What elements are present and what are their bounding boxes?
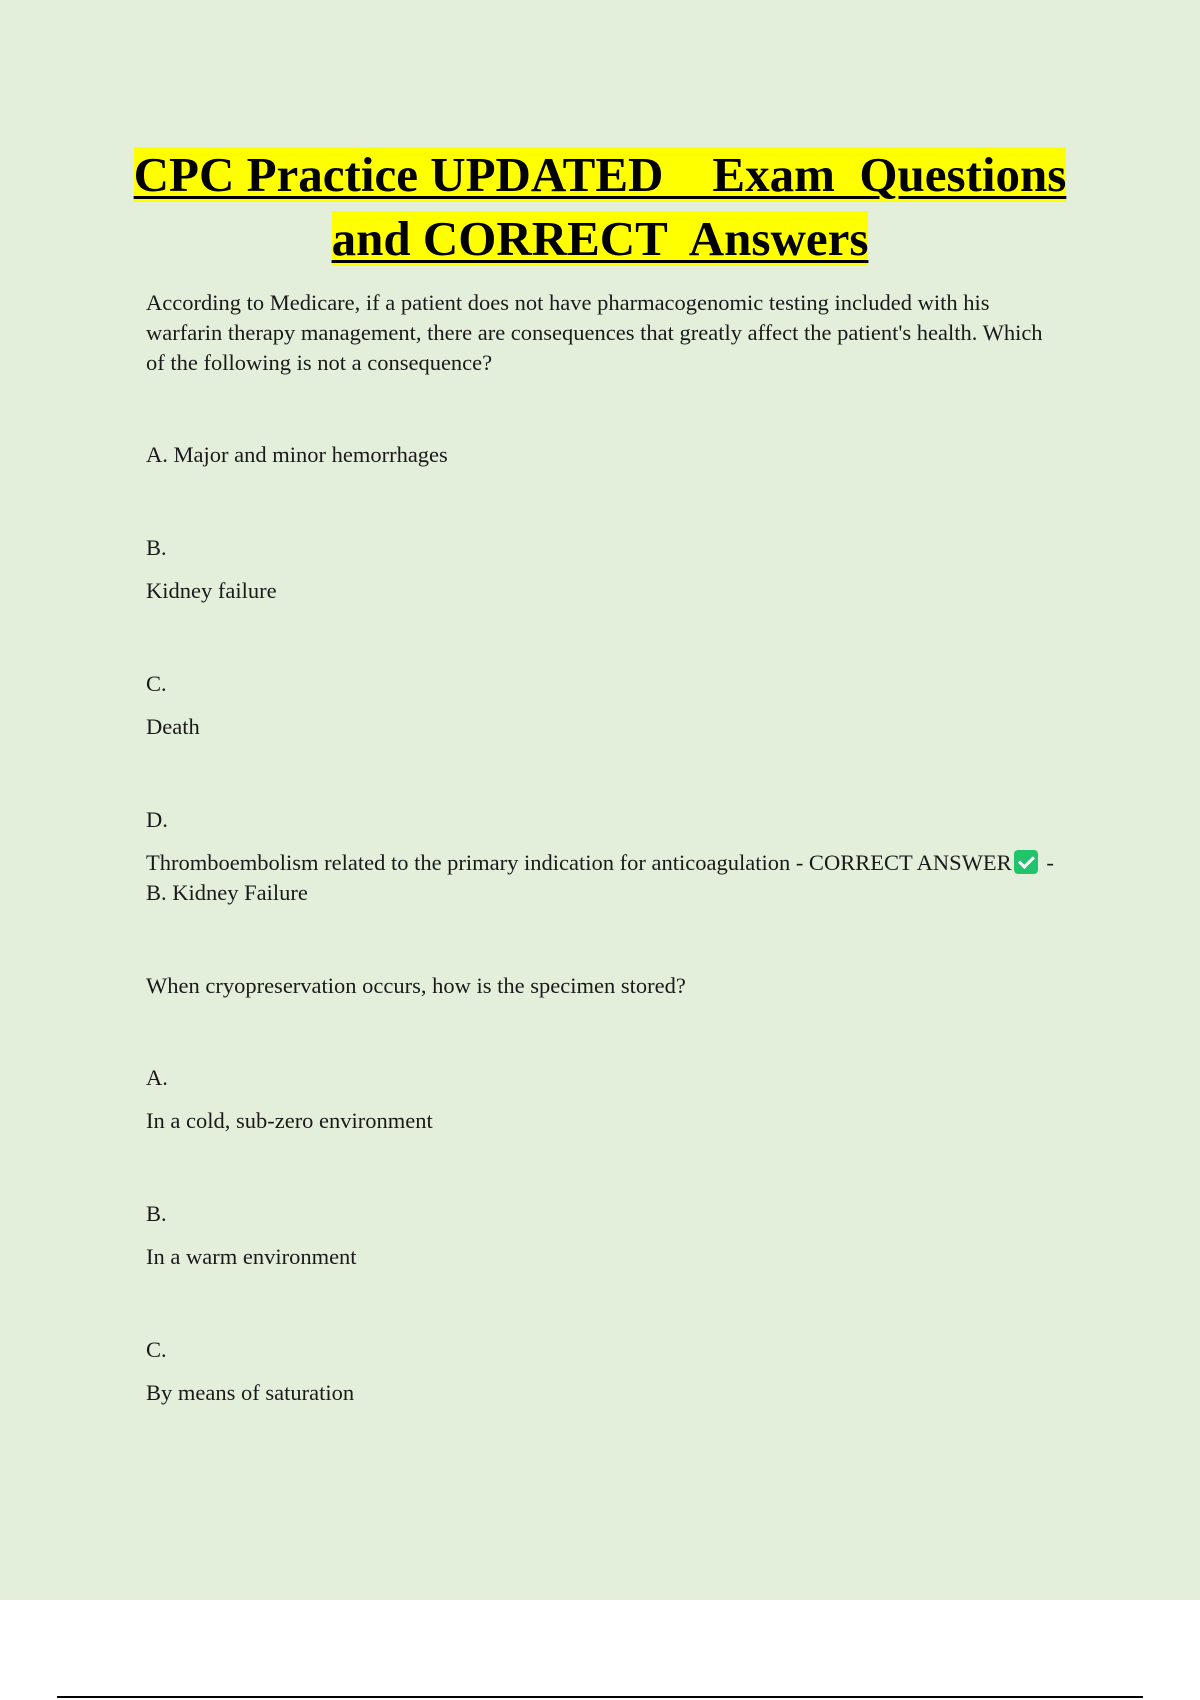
footer-divider: [57, 1696, 1143, 1698]
title-line-1: CPC Practice UPDATED Exam Questions: [133, 147, 1067, 202]
question-2-option-b-letter: B.: [146, 1201, 167, 1226]
question-1-text: According to Medicare, if a patient does not have pharmacogenomic testing included with his warfarin therapy management, there are consequences that greatly affect the patient's health. Which of the following is not a consequence?: [146, 290, 1043, 375]
question-1-option-d-letter: D.: [146, 807, 168, 832]
document-title: [0, 143, 1200, 271]
question-1-option-d-text: Thromboembolism related to the primary indication for anticoagulation - CORRECT ANSWER: [146, 850, 1012, 875]
question-2-text: When cryopreservation occurs, how is the specimen stored?: [146, 973, 686, 998]
question-1-option-c-text: Death: [146, 714, 200, 739]
question-2-option-b-text: In a warm environment: [146, 1244, 357, 1269]
question-2-option-a-letter: A.: [146, 1065, 168, 1090]
question-2-option-c-text: By means of saturation: [146, 1380, 355, 1405]
document-body: [146, 288, 1066, 1471]
question-1-option-d-and-answer: [146, 848, 1066, 908]
question-1-option-b-letter: B.: [146, 535, 167, 560]
question-2-option-a-text: In a cold, sub-zero environment: [146, 1108, 433, 1133]
title-line-2: and CORRECT Answers: [331, 211, 869, 266]
check-box-icon: [1014, 850, 1038, 874]
question-1-option-a: A. Major and minor hemorrhages: [146, 442, 448, 467]
question-2-option-c-letter: C.: [146, 1337, 167, 1362]
question-1-option-b-text: Kidney failure: [146, 578, 277, 603]
question-1-correct-answer: - B. Kidney Failure: [146, 850, 1054, 905]
question-1-option-c-letter: C.: [146, 671, 167, 696]
